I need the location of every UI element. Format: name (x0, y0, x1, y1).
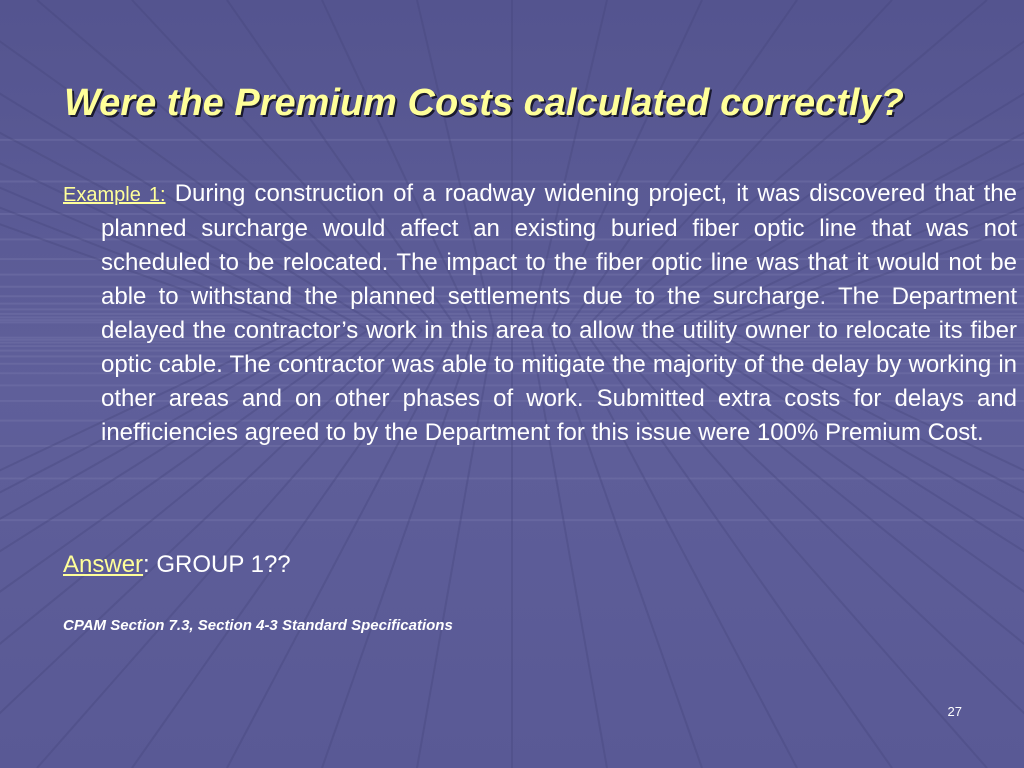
slide-title: Were the Premium Costs calculated correctly? (64, 82, 904, 124)
reference-note: CPAM Section 7.3, Section 4-3 Standard Specifications (63, 617, 453, 634)
page-number: 27 (947, 704, 962, 719)
example-paragraph (63, 177, 1017, 450)
example-label: Example 1: (63, 184, 166, 206)
answer-label: Answer (63, 551, 144, 578)
example-text: During construction of a roadway widening project, it was discovered that the planned surcharge would affect an existing buried fiber optic line that was not scheduled to be relocated. The impact to the fiber optic line was that it would not be able to withstand the planned settlements due to the surcharge. The Department delayed the contractor’s work in this area to allow the utility owner to relocate its fiber optic cable. The contractor was able to mitigate the majority of the delay by working in other areas and on other phases of work. Submitted extra costs for delays and inefficiencies agreed to by the Department for this issue were 100% Premium Cost. (101, 180, 1017, 446)
answer-text: : GROUP 1?? (143, 551, 291, 578)
answer-line (63, 548, 291, 582)
